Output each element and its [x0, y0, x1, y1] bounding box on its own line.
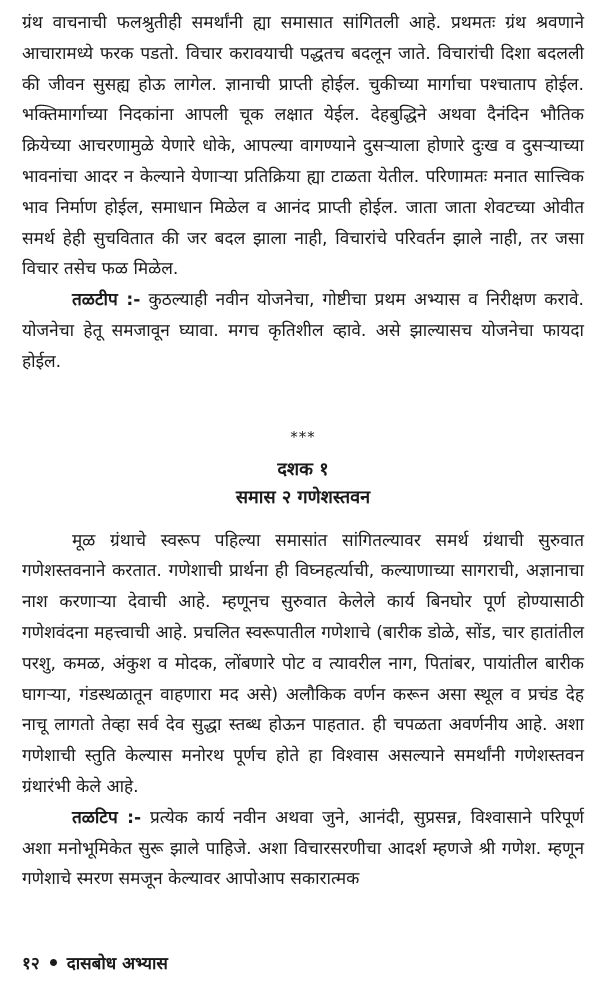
footnote-label: तळटिप :-	[72, 807, 142, 828]
footnote-paragraph-2	[22, 803, 584, 895]
paragraph-phalashruti: ग्रंथ वाचनाची फलश्रुतीही समर्थांनी ह्या समासात सांगितली आहे. प्रथमतः ग्रंथ श्रवणाने आचारामध्ये फरक पडतो. विचार करावयाची पद्धतच बदलून जाते. विचारांची दिशा बदलली की जीवन सुसह्य होऊ लागेल. ज्ञानाची प्राप्ती होईल. चुकीच्या मार्गाचा पश्चाताप होईल. भक्तिमार्गाच्या निदकांना आपली चूक लक्षात येईल. देहबुद्धिने अथवा दैनंदिन भौतिक क्रियेच्या आचरणामुळे येणारे धोके, आपल्या वागण्याने दुसऱ्याला होणारे दुःख व दुसऱ्याच्या भावनांचा आदर न केल्याने येणाऱ्या प्रतिक्रिया ह्या टाळता येतील. परिणामतः मनात सात्त्विक भाव निर्माण होईल, समाधान मिळेल व आनंद प्राप्ती होईल. जाता जाता शेवटच्या ओवीत समर्थ हेही सुचवितात की जर बदल झाला नाही, विचारांचे परिवर्तन झाले नाही, तर जसा विचार तसेच फळ मिळेल.	[22, 13, 585, 280]
footnote-text: कुठल्याही नवीन योजनेचा, गोष्टीचा प्रथम अभ्यास व निरीक्षण करावे. योजनेचा हेतू समजावून घ्यावा. मगच कृतिशील व्हावे. असे झाल्यासच योजनेचा फायदा होईल.	[22, 290, 584, 372]
paragraph-ganeshstavan: मूळ ग्रंथाचे स्वरूप पहिल्या समासांत सांगितल्यावर समर्थ ग्रंथाची सुरुवात गणेशस्तवनाने करतात. गणेशाची प्रार्थना ही विघ्नहर्त्याची, कल्याणाच्या सागराची, अज्ञानाचा नाश करणाऱ्या देवाची आहे. म्हणूनच सुरुवात केलेले कार्य बिनघोर पूर्ण होण्यासाठी गणेशवंदना महत्त्वाची आहे. प्रचलित स्वरूपातील गणेशाचे (बारीक डोळे, सोंड, चार हातांतील परशु, कमळ, अंकुश व मोदक, लोंबणारे पोट व त्यावरील नाग, पितांबर, पायांतील बारीक घागऱ्या, गंडस्थळातून वाहणारा मद असे) अलौकिक वर्णन करून असा स्थूल व प्रचंड देह नाचू लागतो तेव्हा सर्व देव सुद्धा स्तब्ध होऊन पाहतात. ही चपळता अवर्णनीय आहे. अशा गणेशाची स्तुति केल्यास मनोरथ पूर्णच होते हा विश्वास असल्याने समर्थांनी गणेशस्तवन ग्रंथारंभी केले आहे.	[22, 530, 584, 797]
section-separator: ***	[290, 427, 316, 446]
footnote-text: प्रत्येक कार्य नवीन अथवा जुने, आनंदी, सुप्रसन्न, विश्वासाने परिपूर्ण अशा मनोभूमिकेत सुरू झाले पाहिजे. अशा विचारसरणीचा आदर्श म्हणजे श्री गणेश. म्हणून गणेशाचे स्मरण समजून केल्यावर आपोआप सकारात्मक	[22, 807, 584, 890]
samas-heading: समास २ गणेशस्तवन	[235, 486, 371, 508]
dashak-heading: दशक १	[277, 458, 329, 480]
footnote-label: तळटीप :-	[72, 290, 141, 311]
page-footer	[22, 951, 168, 974]
book-title: दासबोध अभ्यास	[66, 954, 168, 974]
bullet-icon	[50, 959, 57, 966]
footnote-paragraph-1	[22, 285, 584, 377]
page-number: १२	[22, 954, 40, 974]
